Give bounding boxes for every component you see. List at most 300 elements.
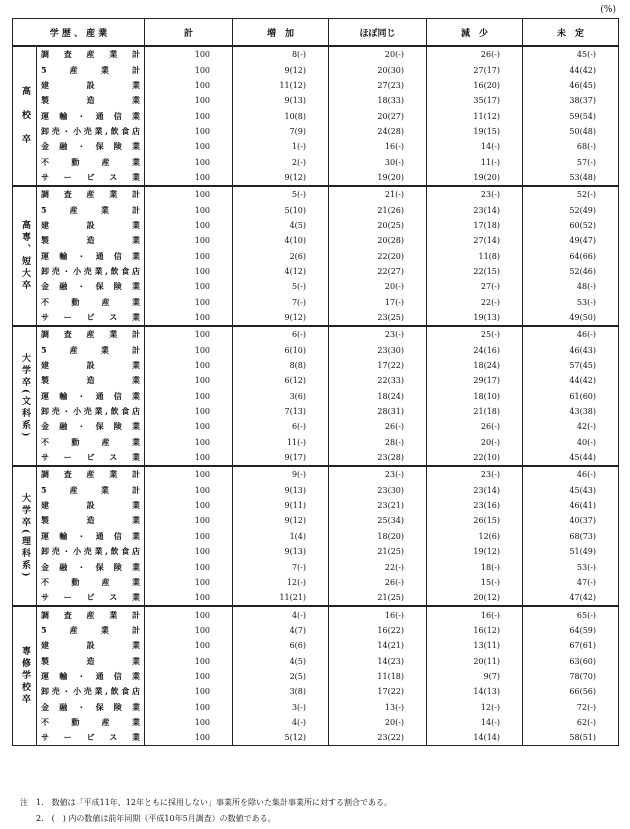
table-row: [13, 389, 619, 404]
table-row: [13, 513, 619, 528]
same-cell: 25(34): [329, 513, 427, 528]
table-row: [13, 186, 619, 202]
same-cell: 23(30): [329, 483, 427, 498]
header-education-industry: 学 歴 、 産 業: [13, 19, 145, 47]
same-cell: 18(20): [329, 529, 427, 544]
decrease-cell: 27(17): [427, 62, 523, 77]
total-cell: 100: [145, 186, 233, 202]
increase-cell: 9(13): [233, 544, 329, 559]
decrease-cell: 20(-): [427, 435, 523, 450]
decrease-cell: 11(12): [427, 108, 523, 123]
table-row: [13, 295, 619, 310]
total-cell: 100: [145, 575, 233, 590]
decrease-cell: 12(-): [427, 699, 523, 714]
decrease-cell: 17(18): [427, 218, 523, 233]
industry-cell: 金融・保険業: [37, 419, 145, 434]
same-cell: 28(-): [329, 435, 427, 450]
table-row: [13, 202, 619, 217]
total-cell: 100: [145, 699, 233, 714]
table-row: [13, 264, 619, 279]
industry-cell: 5 産 業 計: [37, 623, 145, 638]
table-row: [13, 154, 619, 169]
same-cell: 26(-): [329, 575, 427, 590]
increase-cell: 11(-): [233, 435, 329, 450]
decrease-cell: 19(20): [427, 170, 523, 186]
undecided-cell: 72(-): [523, 699, 619, 714]
decrease-cell: 20(11): [427, 653, 523, 668]
undecided-cell: 64(59): [523, 623, 619, 638]
increase-cell: 9(13): [233, 483, 329, 498]
header-decrease: 減 少: [427, 19, 523, 47]
increase-cell: 6(-): [233, 419, 329, 434]
industry-cell: サ ー ビ ス 業: [37, 730, 145, 746]
total-cell: 100: [145, 435, 233, 450]
increase-cell: 3(6): [233, 389, 329, 404]
industry-cell: 運輸・通信業: [37, 529, 145, 544]
table-row: [13, 559, 619, 574]
same-cell: 14(21): [329, 638, 427, 653]
same-cell: 22(20): [329, 248, 427, 263]
total-cell: 100: [145, 279, 233, 294]
decrease-cell: 14(14): [427, 730, 523, 746]
industry-cell: 建 設 業: [37, 638, 145, 653]
increase-cell: 5(10): [233, 202, 329, 217]
total-cell: 100: [145, 295, 233, 310]
increase-cell: 8(-): [233, 46, 329, 62]
same-cell: 18(24): [329, 389, 427, 404]
increase-cell: 6(6): [233, 638, 329, 653]
decrease-cell: 19(12): [427, 544, 523, 559]
undecided-cell: 46(45): [523, 78, 619, 93]
table-row: [13, 669, 619, 684]
table-row: [13, 310, 619, 326]
increase-cell: 6(12): [233, 373, 329, 388]
table-row: [13, 684, 619, 699]
table-row: [13, 62, 619, 77]
total-cell: 100: [145, 78, 233, 93]
industry-cell: 運輸・通信業: [37, 389, 145, 404]
table-row: [13, 218, 619, 233]
decrease-cell: 26(15): [427, 513, 523, 528]
same-cell: 23(30): [329, 343, 427, 358]
increase-cell: 5(12): [233, 730, 329, 746]
table-row: [13, 606, 619, 622]
increase-cell: 9(12): [233, 170, 329, 186]
same-cell: 20(-): [329, 715, 427, 730]
increase-cell: 11(21): [233, 590, 329, 606]
industry-cell: 卸売・小売業,飲食店: [37, 264, 145, 279]
table-row: [13, 233, 619, 248]
footnotes: [20, 795, 392, 827]
increase-cell: 7(-): [233, 295, 329, 310]
total-cell: 100: [145, 669, 233, 684]
increase-cell: 2(5): [233, 669, 329, 684]
increase-cell: 4(5): [233, 653, 329, 668]
decrease-cell: 21(18): [427, 404, 523, 419]
increase-cell: 9(12): [233, 62, 329, 77]
same-cell: 20(28): [329, 233, 427, 248]
same-cell: 16(-): [329, 139, 427, 154]
decrease-cell: 11(8): [427, 248, 523, 263]
increase-cell: 6(10): [233, 343, 329, 358]
table-row: [13, 419, 619, 434]
same-cell: 26(-): [329, 419, 427, 434]
decrease-cell: 26(-): [427, 419, 523, 434]
increase-cell: 3(8): [233, 684, 329, 699]
decrease-cell: 18(24): [427, 358, 523, 373]
industry-cell: サ ー ビ ス 業: [37, 170, 145, 186]
total-cell: 100: [145, 310, 233, 326]
same-cell: 21(25): [329, 544, 427, 559]
total-cell: 100: [145, 62, 233, 77]
industry-cell: 金融・保険業: [37, 559, 145, 574]
undecided-cell: 49(47): [523, 233, 619, 248]
education-group-label: 専修学校卒: [13, 606, 37, 746]
header-undecided: 未 定: [523, 19, 619, 47]
table-row: [13, 715, 619, 730]
total-cell: 100: [145, 358, 233, 373]
table-row: [13, 279, 619, 294]
total-cell: 100: [145, 529, 233, 544]
industry-cell: 調 査 産 業 計: [37, 606, 145, 622]
industry-cell: 不 動 産 業: [37, 154, 145, 169]
total-cell: 100: [145, 373, 233, 388]
table-row: [13, 544, 619, 559]
increase-cell: 4(10): [233, 233, 329, 248]
decrease-cell: 22(15): [427, 264, 523, 279]
industry-cell: 金融・保険業: [37, 699, 145, 714]
education-group-label: 大学卒(理科系): [13, 466, 37, 606]
industry-cell: サ ー ビ ス 業: [37, 310, 145, 326]
undecided-cell: 49(50): [523, 310, 619, 326]
decrease-cell: 25(-): [427, 326, 523, 342]
industry-cell: 建 設 業: [37, 498, 145, 513]
increase-cell: 3(-): [233, 699, 329, 714]
table-row: [13, 653, 619, 668]
decrease-cell: 23(14): [427, 202, 523, 217]
table-body: [13, 46, 619, 746]
decrease-cell: 18(10): [427, 389, 523, 404]
total-cell: 100: [145, 248, 233, 263]
total-cell: 100: [145, 170, 233, 186]
undecided-cell: 52(46): [523, 264, 619, 279]
total-cell: 100: [145, 233, 233, 248]
same-cell: 30(-): [329, 154, 427, 169]
total-cell: 100: [145, 730, 233, 746]
industry-cell: 調 査 産 業 計: [37, 46, 145, 62]
industry-cell: 調 査 産 業 計: [37, 326, 145, 342]
total-cell: 100: [145, 559, 233, 574]
increase-cell: 9(13): [233, 93, 329, 108]
undecided-cell: 51(49): [523, 544, 619, 559]
undecided-cell: 46(43): [523, 343, 619, 358]
industry-cell: 不 動 産 業: [37, 715, 145, 730]
industry-cell: 5 産 業 計: [37, 202, 145, 217]
increase-cell: 11(12): [233, 78, 329, 93]
industry-cell: サ ー ビ ス 業: [37, 590, 145, 606]
same-cell: 18(33): [329, 93, 427, 108]
education-group-label: 大学卒(文科系): [13, 326, 37, 466]
table-row: [13, 78, 619, 93]
same-cell: 20(27): [329, 108, 427, 123]
total-cell: 100: [145, 638, 233, 653]
table-row: [13, 623, 619, 638]
total-cell: 100: [145, 389, 233, 404]
decrease-cell: 12(6): [427, 529, 523, 544]
increase-cell: 9(11): [233, 498, 329, 513]
total-cell: 100: [145, 684, 233, 699]
increase-cell: 5(-): [233, 279, 329, 294]
table-row: [13, 93, 619, 108]
undecided-cell: 44(42): [523, 373, 619, 388]
undecided-cell: 50(48): [523, 124, 619, 139]
undecided-cell: 66(56): [523, 684, 619, 699]
same-cell: 21(26): [329, 202, 427, 217]
decrease-cell: 16(20): [427, 78, 523, 93]
same-cell: 19(20): [329, 170, 427, 186]
increase-cell: 4(-): [233, 606, 329, 622]
table-row: [13, 529, 619, 544]
industry-cell: 調 査 産 業 計: [37, 186, 145, 202]
decrease-cell: 19(15): [427, 124, 523, 139]
undecided-cell: 64(66): [523, 248, 619, 263]
decrease-cell: 16(12): [427, 623, 523, 638]
industry-cell: 5 産 業 計: [37, 62, 145, 77]
same-cell: 23(-): [329, 466, 427, 482]
industry-cell: 卸売・小売業,飲食店: [37, 404, 145, 419]
decrease-cell: 24(16): [427, 343, 523, 358]
increase-cell: 4(-): [233, 715, 329, 730]
table-row: [13, 450, 619, 466]
header-total: 計: [145, 19, 233, 47]
undecided-cell: 58(51): [523, 730, 619, 746]
total-cell: 100: [145, 202, 233, 217]
total-cell: 100: [145, 46, 233, 62]
total-cell: 100: [145, 139, 233, 154]
decrease-cell: 14(-): [427, 715, 523, 730]
total-cell: 100: [145, 326, 233, 342]
total-cell: 100: [145, 124, 233, 139]
increase-cell: 9(12): [233, 310, 329, 326]
same-cell: 16(-): [329, 606, 427, 622]
industry-cell: 卸売・小売業,飲食店: [37, 544, 145, 559]
total-cell: 100: [145, 343, 233, 358]
decrease-cell: 15(-): [427, 575, 523, 590]
industry-cell: 5 産 業 計: [37, 343, 145, 358]
industry-cell: 製 造 業: [37, 233, 145, 248]
same-cell: 23(-): [329, 326, 427, 342]
increase-cell: 1(-): [233, 139, 329, 154]
undecided-cell: 47(42): [523, 590, 619, 606]
decrease-cell: 14(13): [427, 684, 523, 699]
undecided-cell: 47(-): [523, 575, 619, 590]
decrease-cell: 19(13): [427, 310, 523, 326]
same-cell: 23(22): [329, 730, 427, 746]
decrease-cell: 22(-): [427, 295, 523, 310]
increase-cell: 9(-): [233, 466, 329, 482]
decrease-cell: 26(-): [427, 46, 523, 62]
same-cell: 28(31): [329, 404, 427, 419]
table-row: [13, 124, 619, 139]
undecided-cell: 68(-): [523, 139, 619, 154]
table-row: [13, 326, 619, 342]
total-cell: 100: [145, 404, 233, 419]
same-cell: 21(-): [329, 186, 427, 202]
table-row: [13, 248, 619, 263]
header-increase: 増 加: [233, 19, 329, 47]
industry-cell: 製 造 業: [37, 653, 145, 668]
industry-cell: 不 動 産 業: [37, 435, 145, 450]
same-cell: 17(-): [329, 295, 427, 310]
total-cell: 100: [145, 154, 233, 169]
industry-cell: 製 造 業: [37, 93, 145, 108]
total-cell: 100: [145, 653, 233, 668]
same-cell: 16(22): [329, 623, 427, 638]
decrease-cell: 29(17): [427, 373, 523, 388]
undecided-cell: 78(70): [523, 669, 619, 684]
decrease-cell: 22(10): [427, 450, 523, 466]
increase-cell: 5(-): [233, 186, 329, 202]
increase-cell: 4(7): [233, 623, 329, 638]
increase-cell: 2(6): [233, 248, 329, 263]
undecided-cell: 46(-): [523, 326, 619, 342]
industry-cell: 金融・保険業: [37, 279, 145, 294]
same-cell: 22(33): [329, 373, 427, 388]
footnote-2: 2. ( ) 内の数値は前年同期（平成10年5月調査）の数値である。: [20, 814, 276, 823]
undecided-cell: 40(-): [523, 435, 619, 450]
same-cell: 11(18): [329, 669, 427, 684]
header-same: ほぼ同じ: [329, 19, 427, 47]
total-cell: 100: [145, 544, 233, 559]
total-cell: 100: [145, 498, 233, 513]
same-cell: 14(23): [329, 653, 427, 668]
increase-cell: 1(4): [233, 529, 329, 544]
table-row: [13, 343, 619, 358]
undecided-cell: 68(73): [523, 529, 619, 544]
undecided-cell: 52(49): [523, 202, 619, 217]
industry-cell: 建 設 業: [37, 78, 145, 93]
same-cell: 23(21): [329, 498, 427, 513]
total-cell: 100: [145, 93, 233, 108]
industry-cell: 製 造 業: [37, 373, 145, 388]
same-cell: 22(27): [329, 264, 427, 279]
total-cell: 100: [145, 466, 233, 482]
increase-cell: 2(-): [233, 154, 329, 169]
table-row: [13, 373, 619, 388]
header-row: [13, 19, 619, 47]
total-cell: 100: [145, 715, 233, 730]
decrease-cell: 23(16): [427, 498, 523, 513]
undecided-cell: 43(38): [523, 404, 619, 419]
decrease-cell: 14(-): [427, 139, 523, 154]
increase-cell: 7(13): [233, 404, 329, 419]
undecided-cell: 52(-): [523, 186, 619, 202]
table-row: [13, 730, 619, 746]
same-cell: 24(28): [329, 124, 427, 139]
decrease-cell: 20(12): [427, 590, 523, 606]
undecided-cell: 57(45): [523, 358, 619, 373]
undecided-cell: 45(44): [523, 450, 619, 466]
undecided-cell: 60(52): [523, 218, 619, 233]
increase-cell: 8(8): [233, 358, 329, 373]
increase-cell: 9(12): [233, 513, 329, 528]
table-row: [13, 404, 619, 419]
total-cell: 100: [145, 419, 233, 434]
same-cell: 20(-): [329, 279, 427, 294]
total-cell: 100: [145, 513, 233, 528]
increase-cell: 10(8): [233, 108, 329, 123]
industry-cell: 運輸・通信業: [37, 669, 145, 684]
same-cell: 23(28): [329, 450, 427, 466]
industry-cell: 運輸・通信業: [37, 108, 145, 123]
total-cell: 100: [145, 590, 233, 606]
undecided-cell: 38(37): [523, 93, 619, 108]
industry-cell: 運輸・通信業: [37, 248, 145, 263]
table-row: [13, 590, 619, 606]
undecided-cell: 45(-): [523, 46, 619, 62]
table-row: [13, 575, 619, 590]
table-row: [13, 483, 619, 498]
undecided-cell: 65(-): [523, 606, 619, 622]
industry-cell: 建 設 業: [37, 218, 145, 233]
total-cell: 100: [145, 483, 233, 498]
table-row: [13, 435, 619, 450]
table-row: [13, 498, 619, 513]
increase-cell: 7(9): [233, 124, 329, 139]
industry-cell: 建 設 業: [37, 358, 145, 373]
footnote-1: 注 1. 数値は「平成11年、12年ともに採用しない」事業所を除いた集計事業所に対する割合である。: [20, 798, 392, 807]
industry-cell: サ ー ビ ス 業: [37, 450, 145, 466]
undecided-cell: 53(-): [523, 559, 619, 574]
undecided-cell: 46(-): [523, 466, 619, 482]
increase-cell: 4(5): [233, 218, 329, 233]
undecided-cell: 45(43): [523, 483, 619, 498]
total-cell: 100: [145, 108, 233, 123]
decrease-cell: 23(-): [427, 466, 523, 482]
table-row: [13, 46, 619, 62]
same-cell: 23(25): [329, 310, 427, 326]
table-row: [13, 108, 619, 123]
table-row: [13, 139, 619, 154]
total-cell: 100: [145, 264, 233, 279]
same-cell: 27(23): [329, 78, 427, 93]
industry-cell: 金融・保険業: [37, 139, 145, 154]
undecided-cell: 57(-): [523, 154, 619, 169]
table-row: [13, 699, 619, 714]
table-row: [13, 358, 619, 373]
industry-cell: 卸売・小売業,飲食店: [37, 124, 145, 139]
increase-cell: 9(17): [233, 450, 329, 466]
undecided-cell: 53(48): [523, 170, 619, 186]
total-cell: 100: [145, 218, 233, 233]
decrease-cell: 35(17): [427, 93, 523, 108]
decrease-cell: 27(14): [427, 233, 523, 248]
undecided-cell: 48(-): [523, 279, 619, 294]
increase-cell: 7(-): [233, 559, 329, 574]
industry-cell: 不 動 産 業: [37, 295, 145, 310]
undecided-cell: 62(-): [523, 715, 619, 730]
table-row: [13, 466, 619, 482]
increase-cell: 12(-): [233, 575, 329, 590]
table-row: [13, 638, 619, 653]
decrease-cell: 23(14): [427, 483, 523, 498]
education-group-label: 高専、短大卒: [13, 186, 37, 326]
same-cell: 20(30): [329, 62, 427, 77]
undecided-cell: 40(37): [523, 513, 619, 528]
undecided-cell: 61(60): [523, 389, 619, 404]
undecided-cell: 63(60): [523, 653, 619, 668]
undecided-cell: 59(54): [523, 108, 619, 123]
